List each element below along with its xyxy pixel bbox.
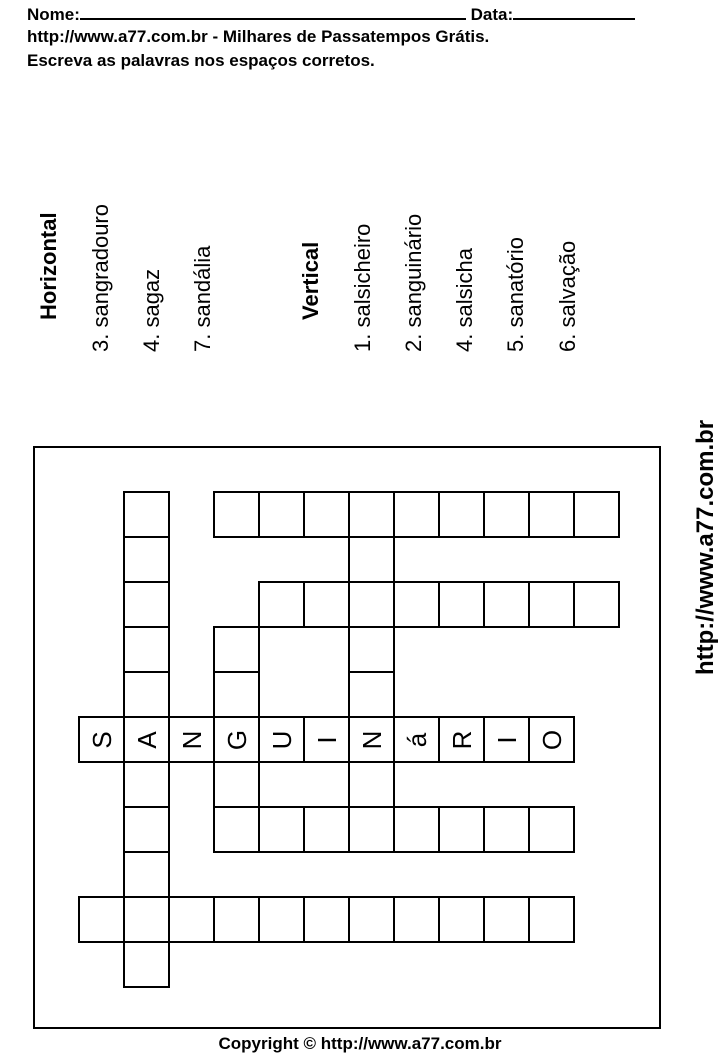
letter-cell[interactable] [123,716,170,763]
letter-cell[interactable] [438,716,485,763]
blank-cell[interactable] [528,491,575,538]
blank-cell[interactable] [573,581,620,628]
blank-cell[interactable] [438,581,485,628]
blank-cell[interactable] [123,491,170,538]
cell-letter: R [446,730,477,749]
vertical-clue: 2. sanguinário [401,213,426,352]
instruction-text: Escreva as palavras nos espaços corretos. [27,51,375,70]
blank-cell[interactable] [123,941,170,988]
blank-cell[interactable] [213,491,260,538]
blank-cell[interactable] [528,806,575,853]
vertical-clue: 6. salvação [555,240,580,352]
blank-cell[interactable] [303,491,350,538]
blank-cell[interactable] [123,806,170,853]
blank-cell[interactable] [258,581,305,628]
date-label: Data: [470,5,514,24]
vertical-clue: 1. salsicheiro [350,223,375,352]
site-line: http://www.a77.com.br - Milhares de Passatempos Grátis. [27,27,490,46]
blank-cell[interactable] [528,581,575,628]
cell-letter: I [491,735,522,744]
blank-cell[interactable] [348,761,395,808]
blank-cell[interactable] [303,806,350,853]
horizontal-clue: 7. sandália [190,245,215,352]
cell-letter: G [221,729,252,750]
blank-cell[interactable] [528,896,575,943]
blank-cell[interactable] [168,896,215,943]
horizontal-heading: Horizontal [36,212,61,320]
blank-cell[interactable] [348,671,395,718]
blank-cell[interactable] [438,491,485,538]
blank-cell[interactable] [258,806,305,853]
blank-cell[interactable] [483,806,530,853]
name-label: Nome: [27,5,80,24]
letter-cell[interactable] [78,716,125,763]
blank-cell[interactable] [393,581,440,628]
cell-letter: S [86,730,117,749]
blank-cell[interactable] [123,896,170,943]
blank-cell[interactable] [123,581,170,628]
cell-letter: I [311,735,342,744]
copyright-footer: Copyright © http://www.a77.com.br [218,1034,502,1053]
blank-cell[interactable] [123,851,170,898]
vertical-clue: 4. salsicha [452,248,477,352]
blank-cell[interactable] [213,761,260,808]
letter-cell[interactable] [168,716,215,763]
blank-cell[interactable] [348,806,395,853]
blank-cell[interactable] [258,896,305,943]
blank-cell[interactable] [483,491,530,538]
letter-cell[interactable] [258,716,305,763]
cell-letter: U [266,730,297,749]
letter-cell[interactable] [303,716,350,763]
blank-cell[interactable] [393,491,440,538]
blank-cell[interactable] [393,806,440,853]
blank-cell[interactable] [438,806,485,853]
blank-cell[interactable] [393,896,440,943]
cell-letter: á [401,732,432,747]
vertical-heading: Vertical [298,241,323,320]
blank-cell[interactable] [123,671,170,718]
blank-cell[interactable] [303,581,350,628]
cell-letter: O [536,729,567,750]
cell-letter: N [176,730,207,749]
vertical-clue: 5. sanatório [503,237,528,352]
blank-cell[interactable] [348,491,395,538]
blank-cell[interactable] [348,536,395,583]
blank-cell[interactable] [348,581,395,628]
blank-cell[interactable] [303,896,350,943]
blank-cell[interactable] [213,806,260,853]
blank-cell[interactable] [78,896,125,943]
blank-cell[interactable] [483,581,530,628]
cell-letter: A [131,730,162,749]
blank-cell[interactable] [123,761,170,808]
letter-cell[interactable] [483,716,530,763]
side-url: http://www.a77.com.br [692,419,719,675]
letter-cell[interactable] [393,716,440,763]
blank-cell[interactable] [123,536,170,583]
blank-cell[interactable] [348,626,395,673]
horizontal-clue: 4. sagaz [139,268,164,352]
blank-cell[interactable] [573,491,620,538]
blank-cell[interactable] [258,491,305,538]
letter-cell[interactable] [348,716,395,763]
blank-cell[interactable] [213,626,260,673]
blank-cell[interactable] [213,671,260,718]
letter-cell[interactable] [213,716,260,763]
blank-cell[interactable] [348,896,395,943]
blank-cell[interactable] [438,896,485,943]
blank-cell[interactable] [483,896,530,943]
blank-cell[interactable] [123,626,170,673]
blank-cell[interactable] [213,896,260,943]
horizontal-clue: 3. sangradouro [88,204,113,352]
letter-cell[interactable] [528,716,575,763]
cell-letter: N [356,730,387,749]
